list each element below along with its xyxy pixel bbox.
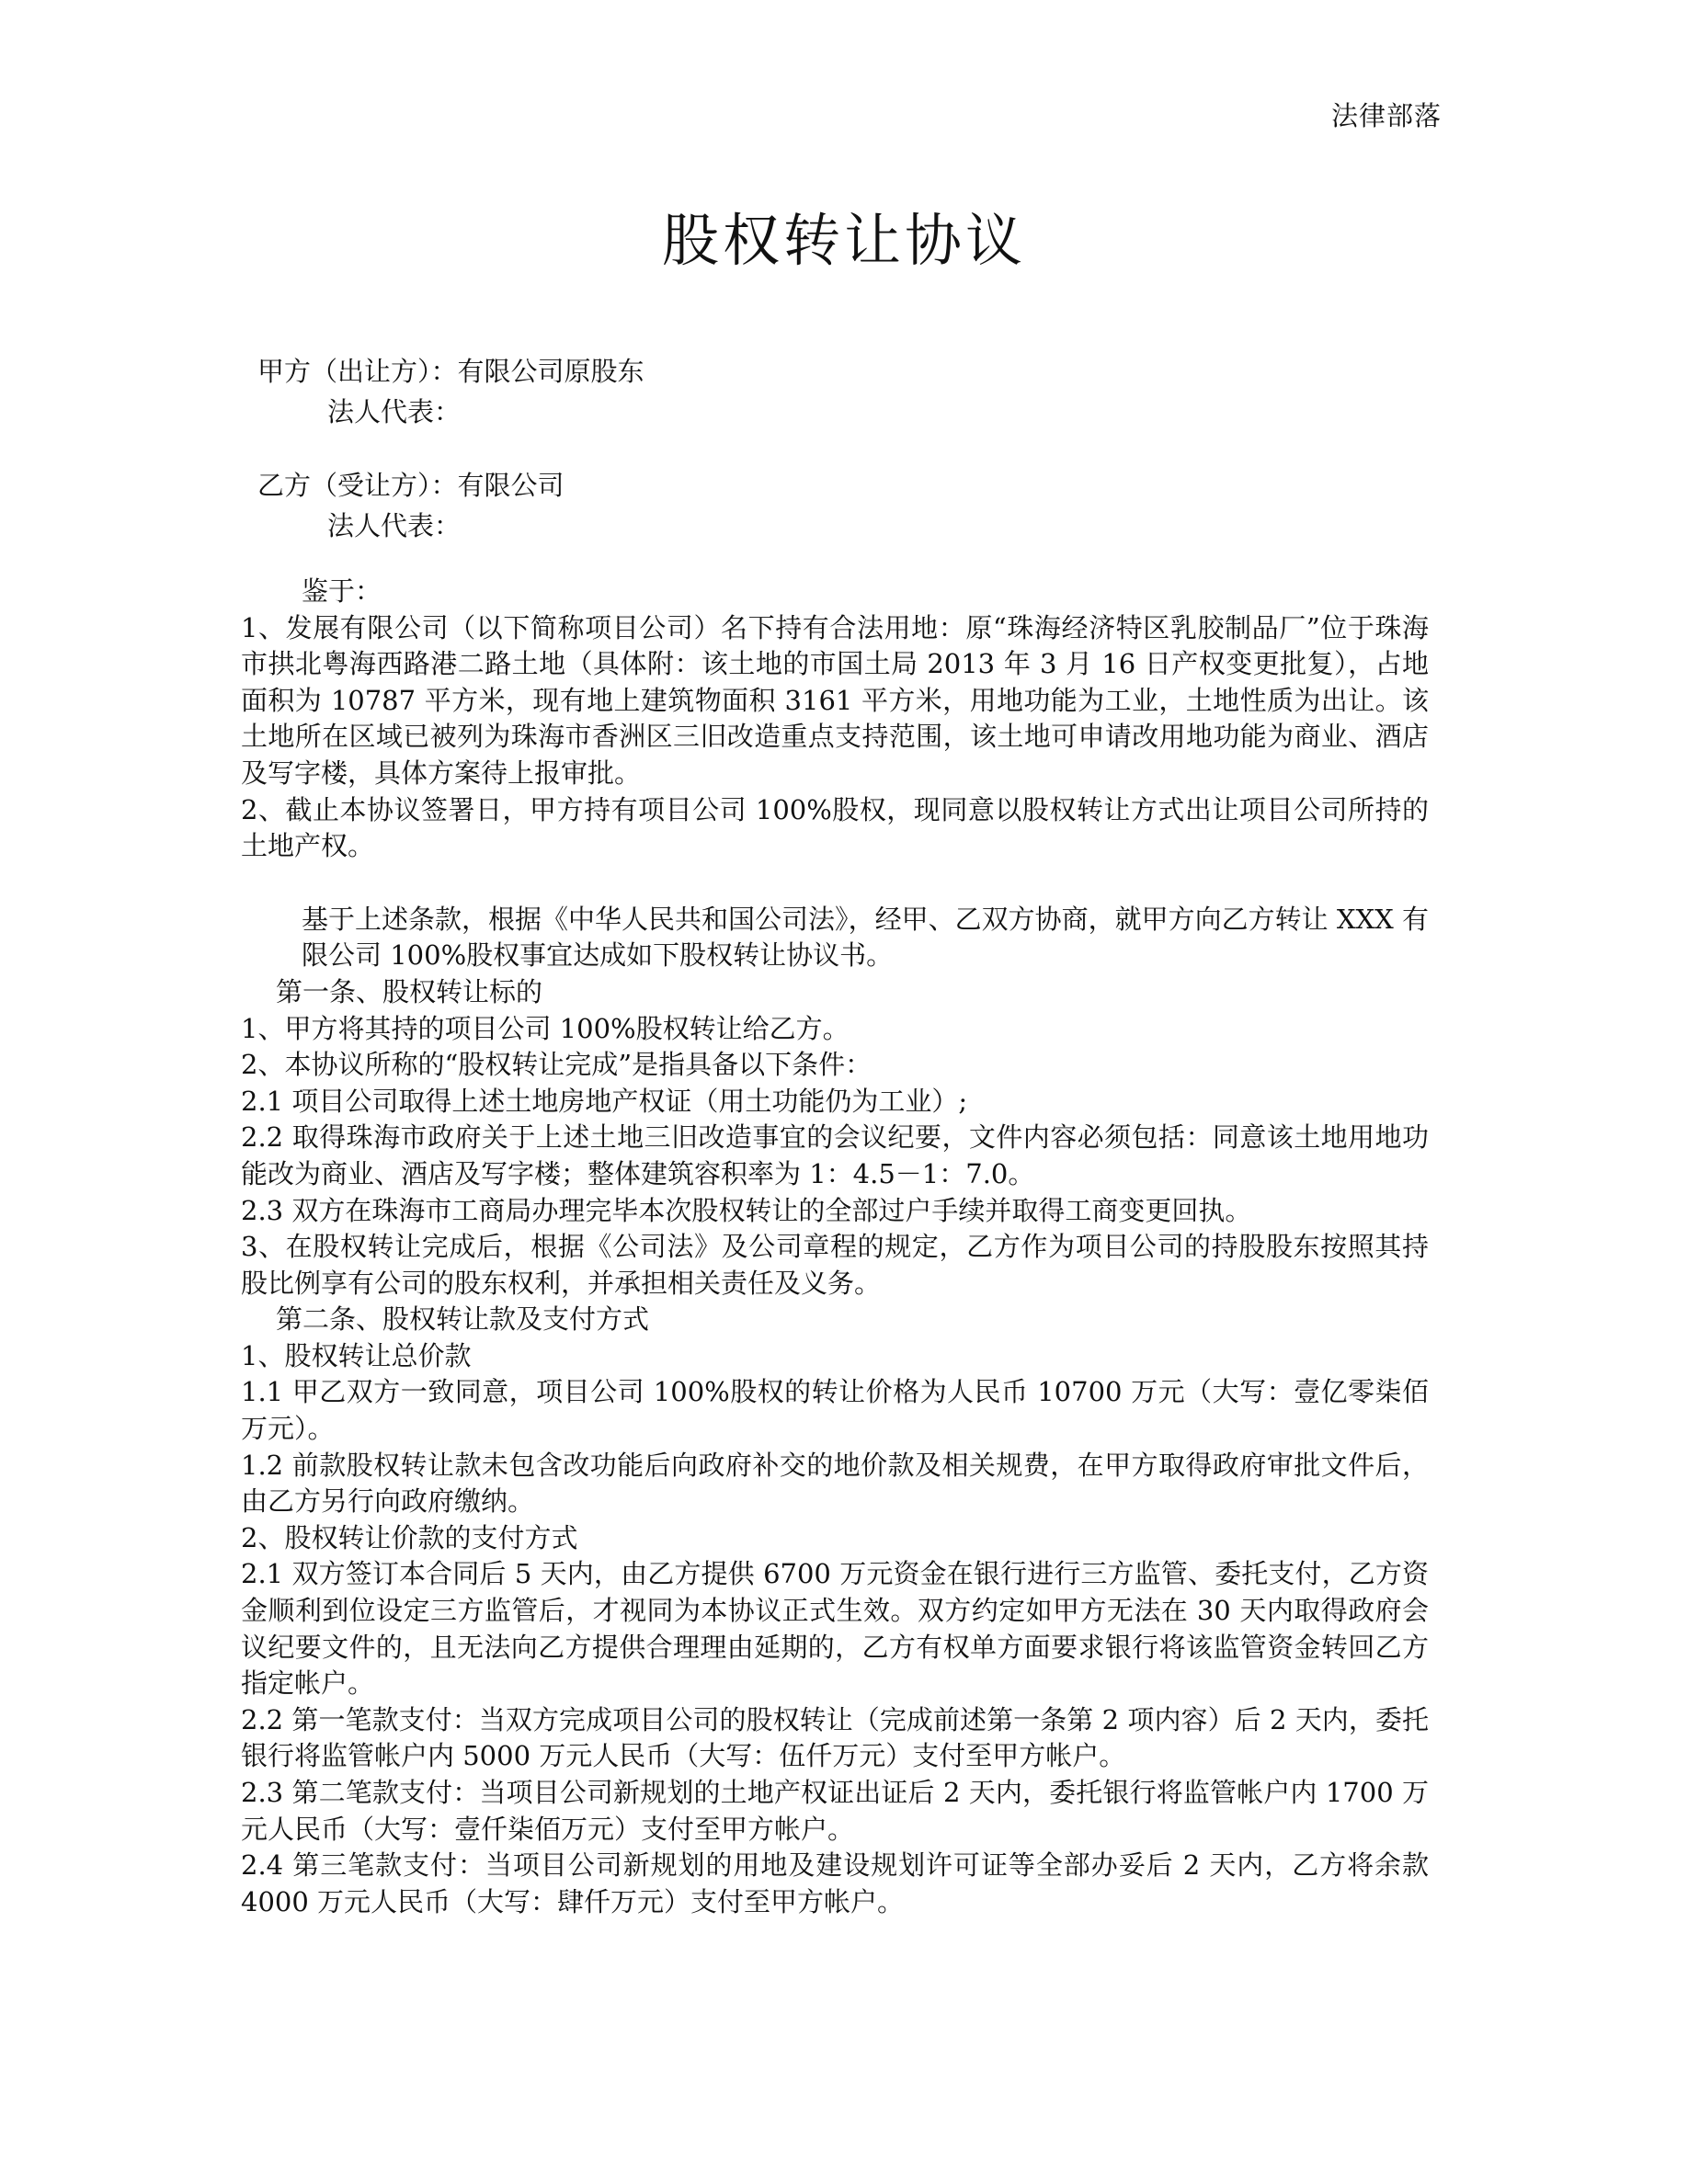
agreement-body [241, 574, 1429, 1920]
article-1-clause-2: 2、本协议所称的“股权转让完成”是指具备以下条件： [241, 1049, 873, 1081]
article-1-clause-2-3: 2.3 双方在珠海市工商局办理完毕本次股权转让的全部过户手续并取得工商变更回执。 [241, 1194, 1252, 1226]
article-1-clause-1: 1、甲方将其持的项目公司 100%股权转让给乙方。 [241, 1012, 850, 1044]
article-2-clause-1-2: 1.2 前款股权转让款未包含改功能后向政府补交的地价款及相关规费，在甲方取得政府审批文件后，由乙方另行向政府缴纳。 [241, 1449, 1429, 1518]
source-tag: 法律部落 [1330, 100, 1442, 131]
article-2-clause-2: 2、股权转让价款的支付方式 [241, 1521, 578, 1553]
party-a-representative: 法人代表： [327, 396, 462, 427]
recital-basis: 基于上述条款，根据《中华人民共和国公司法》，经甲、乙双方协商，就甲方向乙方转让 XXX 有限公司 100%股权事宜达成如下股权转让协议书。 [302, 903, 1429, 972]
article-2-clause-2-2: 2.2 第一笔款支付：当双方完成项目公司的股权转让（完成前述第一条第 2 项内容）后 2 天内，委托银行将监管帐户内 5000 万元人民币（大写：伍仟万元）支付至甲方帐户。 [241, 1703, 1429, 1772]
parties-block [257, 351, 644, 546]
recitals-heading: 鉴于： [302, 575, 382, 607]
article-2-clause-2-3: 2.3 第二笔款支付：当项目公司新规划的土地产权证出证后 2 天内，委托银行将监管帐户内 1700 万元人民币（大写：壹仟柒佰万元）支付至甲方帐户。 [241, 1777, 1429, 1845]
party-b: 乙方（受让方）：有限公司 [257, 470, 565, 501]
article-2-clause-2-1: 2.1 双方签订本合同后 5 天内，由乙方提供 6700 万元资金在银行进行三方监管、委托支付，乙方资金顺利到位设定三方监管后，才视同为本协议正式生效。双方约定如甲方无法在 30 天内取得政府会议纪要文件的，且无法向乙方提供合理理由延期的，乙方有权单方面要求银行将该监管资金转回乙方指定帐户。 [241, 1558, 1429, 1700]
article-2-heading: 第二条、股权转让款及支付方式 [276, 1303, 650, 1336]
article-2-clause-2-4: 2.4 第三笔款支付：当项目公司新规划的用地及建设规划许可证等全部办妥后 2 天内，乙方将余款 4000 万元人民币（大写：肆仟万元）支付至甲方帐户。 [241, 1849, 1429, 1917]
article-1-clause-3: 3、在股权转让完成后，根据《公司法》及公司章程的规定，乙方作为项目公司的持股股东按照其持股比例享有公司的股东权利，并承担相关责任及义务。 [241, 1231, 1429, 1299]
article-1-clause-2-2: 2.2 取得珠海市政府关于上述土地三旧改造事宜的会议纪要，文件内容必须包括：同意该土地用地功能改为商业、酒店及写字楼；整体建筑容积率为 1：4.5－1：7.0。 [241, 1121, 1429, 1189]
recital-item-2: 2、截止本协议签署日，甲方持有项目公司 100%股权，现同意以股权转让方式出让项目公司所持的土地产权。 [241, 793, 1429, 862]
article-1-heading: 第一条、股权转让标的 [276, 975, 543, 1007]
document-title: 股权转让协议 [661, 207, 1026, 274]
article-2-clause-1-1: 1.1 甲乙双方一致同意，项目公司 100%股权的转让价格为人民币 10700 万元（大写：壹亿零柒佰万元）。 [241, 1376, 1429, 1445]
recital-item-1: 1、发展有限公司（以下简称项目公司）名下持有合法用地：原“珠海经济特区乳胶制品厂”位于珠海市拱北粤海西路港二路土地（具体附：该土地的市国土局 2013 年 3 月 16 日产权变更批复），占地面积为 10787 平方米，现有地上建筑物面积 3161 平方米，用地功能为工业，土地性质为出让。该土地所在区域已被列为珠海市香洲区三旧改造重点支持范围，该土地可申请改用地功能为商业、酒店及写字楼，具体方案待上报审批。 [241, 611, 1429, 789]
party-b-representative: 法人代表： [327, 510, 462, 541]
article-2-clause-1: 1、股权转让总价款 [241, 1339, 472, 1371]
article-1-clause-2-1: 2.1 项目公司取得上述土地房地产权证（用土功能仍为工业）; [241, 1085, 968, 1117]
party-a: 甲方（出让方）：有限公司原股东 [257, 356, 644, 387]
